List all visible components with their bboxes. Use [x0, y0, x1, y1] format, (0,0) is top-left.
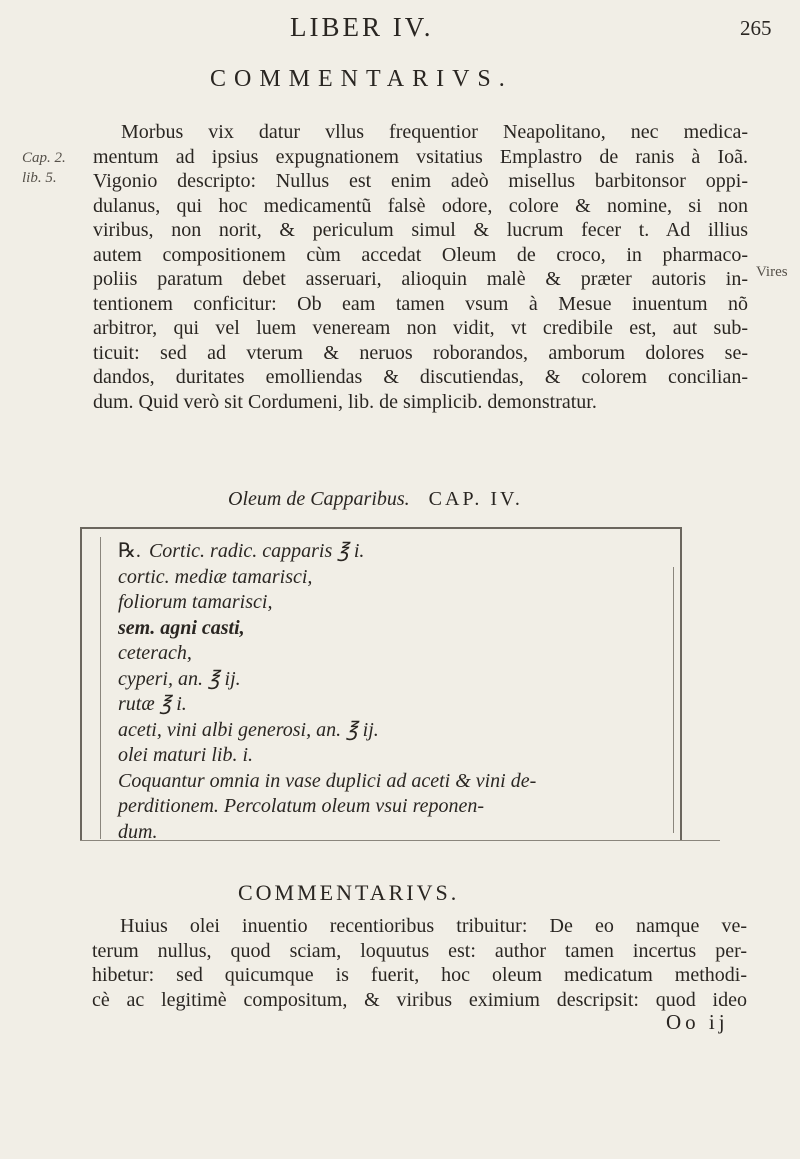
recipe-line: olei maturi lib. i.: [118, 744, 253, 766]
text-line: dandos, duritates emolliendas & discutiendas, & colorem concilian-: [93, 366, 748, 388]
recipe-line: cortic. mediæ tamarisci,: [118, 565, 313, 588]
margin-note-left: [22, 148, 66, 188]
recipe-line: Coquantur omnia in vase duplici ad aceti & vini de-: [118, 769, 537, 792]
section-title-2: COMMENTARIVS.: [238, 880, 460, 905]
text-line: poliis paratum debet asseruari, alioquin malè & præter autoris in-: [93, 268, 748, 290]
text-line: tentionem conficitur: Ob eam tamen vsum à Mesue inuentum nõ: [93, 292, 748, 315]
recipe-line: ceterach,: [118, 642, 192, 664]
signature-mark: Oo ij: [666, 1010, 729, 1034]
text-line: Vigonio descripto: Nullus est enim adeò misellus barbitonsor oppi-: [93, 170, 748, 192]
page-number: 265: [740, 16, 772, 40]
recipe-line: perditionem. Percolatum oleum vsui reponen-: [118, 795, 485, 817]
frame-rule: [100, 537, 101, 839]
text-line: Huius olei inuentio recentioribus tribuitur: De eo namque ve-: [120, 915, 747, 937]
margin-note-line: lib. 5.: [22, 170, 57, 186]
recipe-line: sem. agni casti,: [118, 616, 245, 639]
chapter-heading: [228, 488, 523, 511]
recipe-line: [118, 539, 658, 565]
margin-note-line: Cap. 2.: [22, 150, 66, 166]
chapter-title: Oleum de Capparibus.: [228, 488, 410, 510]
text-line: autem compositionem cùm accedat Oleum de croco, in pharmaco-: [93, 243, 748, 266]
recipe-line: aceti, vini albi generosi, an. ℥ ij.: [118, 718, 379, 741]
text-line: terum nullus, quod sciam, loquutus est: author tamen incertus per-: [92, 939, 747, 962]
text-line: viribus, non norit, & periculum simul & lucrum fecer t. Ad illius: [93, 219, 748, 241]
running-head: [0, 6, 800, 46]
text-line: hibetur: sed quicumque is fuerit, hoc oleum medicatum methodi-: [92, 964, 747, 986]
section-title: COMMENTARIVS.: [210, 66, 513, 92]
text-line: arbitror, qui vel luem veneream non vidit, vt credibile est, aut sub-: [93, 317, 748, 339]
recipe-symbol: ℞.: [118, 540, 141, 562]
text-line: dum. Quid verò sit Cordumeni, lib. de simplicib. demonstratur.: [93, 390, 597, 413]
recipe-line: rutæ ℥ i.: [118, 693, 187, 715]
text-line: ticuit: sed ad vterum & neruos roborandos, amborum dolores se-: [93, 341, 748, 364]
recipe-line: cyperi, an. ℥ ij.: [118, 667, 241, 690]
chapter-number: CAP. IV.: [428, 488, 523, 510]
margin-note-right: Vires: [756, 264, 788, 280]
commentary-text-1: [93, 120, 748, 414]
text-line: dulanus, qui hoc medicamentũ falsè odore, colore & nomine, si non: [93, 194, 748, 217]
text-line: mentum ad ipsius expugnationem vsitatius Emplastro de ranis à Ioã.: [93, 145, 748, 168]
text-line: cè ac legitimè compositum, & viribus eximium descripsit: quod ideo: [92, 988, 747, 1011]
commentary-text-2: [92, 914, 747, 1012]
recipe-list: [118, 539, 658, 845]
recipe-ingredient: Cortic. radic. capparis ℥ i.: [148, 540, 365, 562]
recipe-line: dum.: [118, 820, 158, 843]
text-line: Morbus vix datur vllus frequentior Neapolitano, nec medica-: [121, 121, 748, 143]
recipe-box: [80, 527, 682, 841]
recipe-line: foliorum tamarisci,: [118, 591, 273, 613]
running-head-title: LIBER IV.: [290, 12, 434, 42]
frame-rule: [673, 567, 674, 833]
